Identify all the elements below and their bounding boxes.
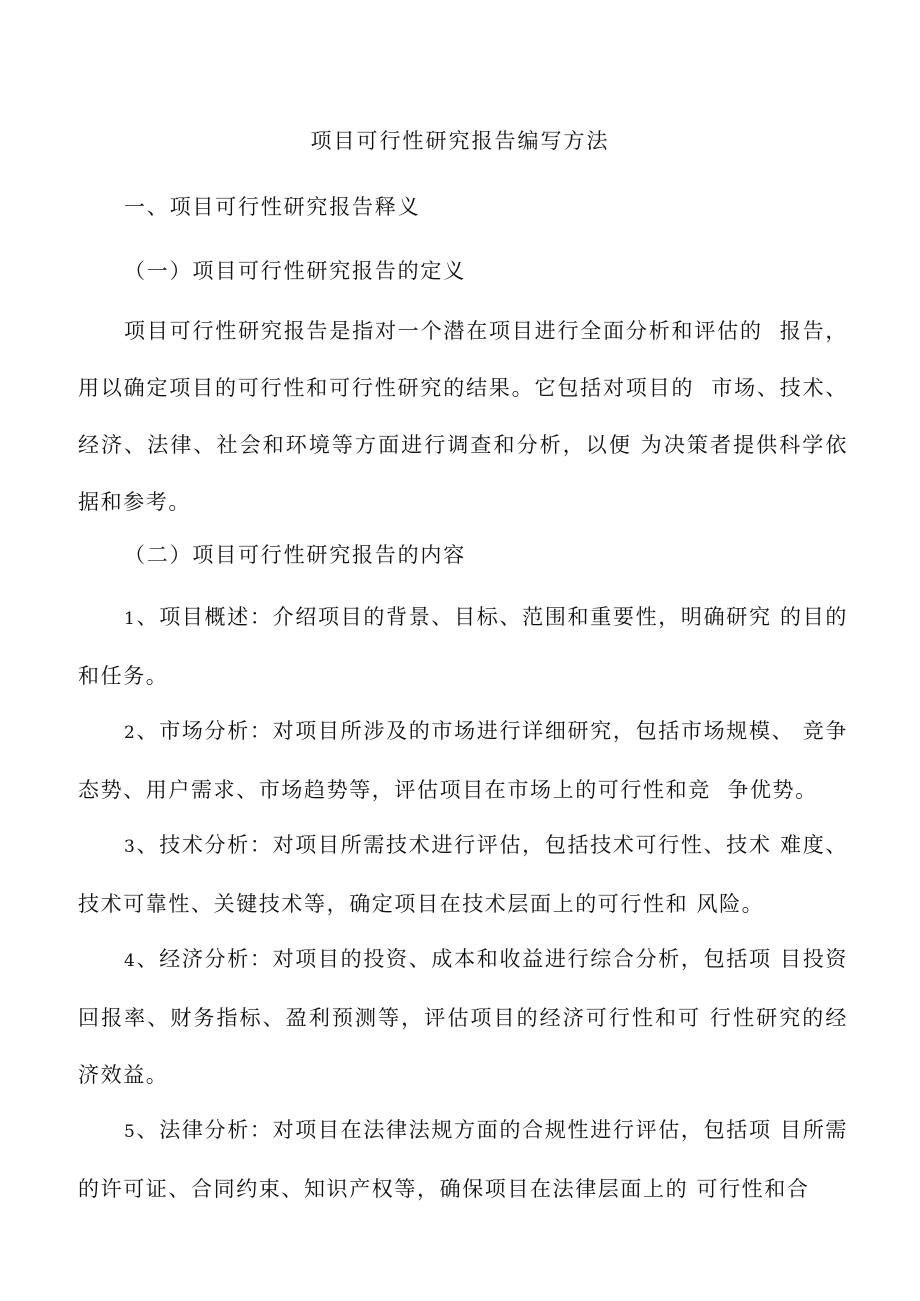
list-item-text: 、法律分析：对项目在法律法规方面的合规性进行评估，包括项 目所需的许可证、合同约束、知识产权等，确保项目在法律层面上的 可行性和合	[78, 1118, 848, 1201]
list-item	[78, 589, 848, 705]
list-item-number: 4	[124, 951, 137, 971]
list-item-number: 1	[124, 609, 137, 629]
subsection-heading-definition: （一）项目可行性研究报告的定义	[124, 259, 466, 283]
list-item-number: 5	[124, 1122, 137, 1142]
list-item-text: 、市场分析：对项目所涉及的市场进行详细研究，包括市场规模、 竞争态势、用户需求、市场趋势等，评估项目在市场上的可行性和竞 争优势。	[78, 719, 848, 802]
list-item	[78, 931, 848, 1104]
subsection-heading-content: （二）项目可行性研究报告的内容	[124, 543, 466, 567]
list-item-number: 3	[124, 837, 137, 857]
list-item	[78, 817, 848, 933]
list-item	[78, 703, 848, 819]
document-title: 项目可行性研究报告编写方法	[310, 129, 610, 153]
list-item-text: 、技术分析：对项目所需技术进行评估，包括技术可行性、技术 难度、技术可靠性、关键技术等，确定项目在技术层面上的可行性和 风险。	[78, 833, 848, 916]
section-heading: 一、项目可行性研究报告释义	[124, 195, 421, 219]
definition-paragraph: 项目可行性研究报告是指对一个潜在项目进行全面分析和评估的 报告，用以确定项目的可行性和可行性研究的结果。它包括对项目的 市场、技术、经济、法律、社会和环境等方面进行调查和分析，以便 为决策者提供科学依据和参考。	[78, 319, 848, 514]
list-item-number: 2	[124, 723, 137, 743]
list-item	[78, 1102, 848, 1218]
list-item-text: 、项目概述：介绍项目的背景、目标、范围和重要性，明确研究 的目的和任务。	[78, 605, 848, 688]
list-item-text: 、经济分析：对项目的投资、成本和收益进行综合分析，包括项 目投资回报率、财务指标、盈利预测等，评估项目的经济可行性和可 行性研究的经济效益。	[78, 947, 848, 1087]
